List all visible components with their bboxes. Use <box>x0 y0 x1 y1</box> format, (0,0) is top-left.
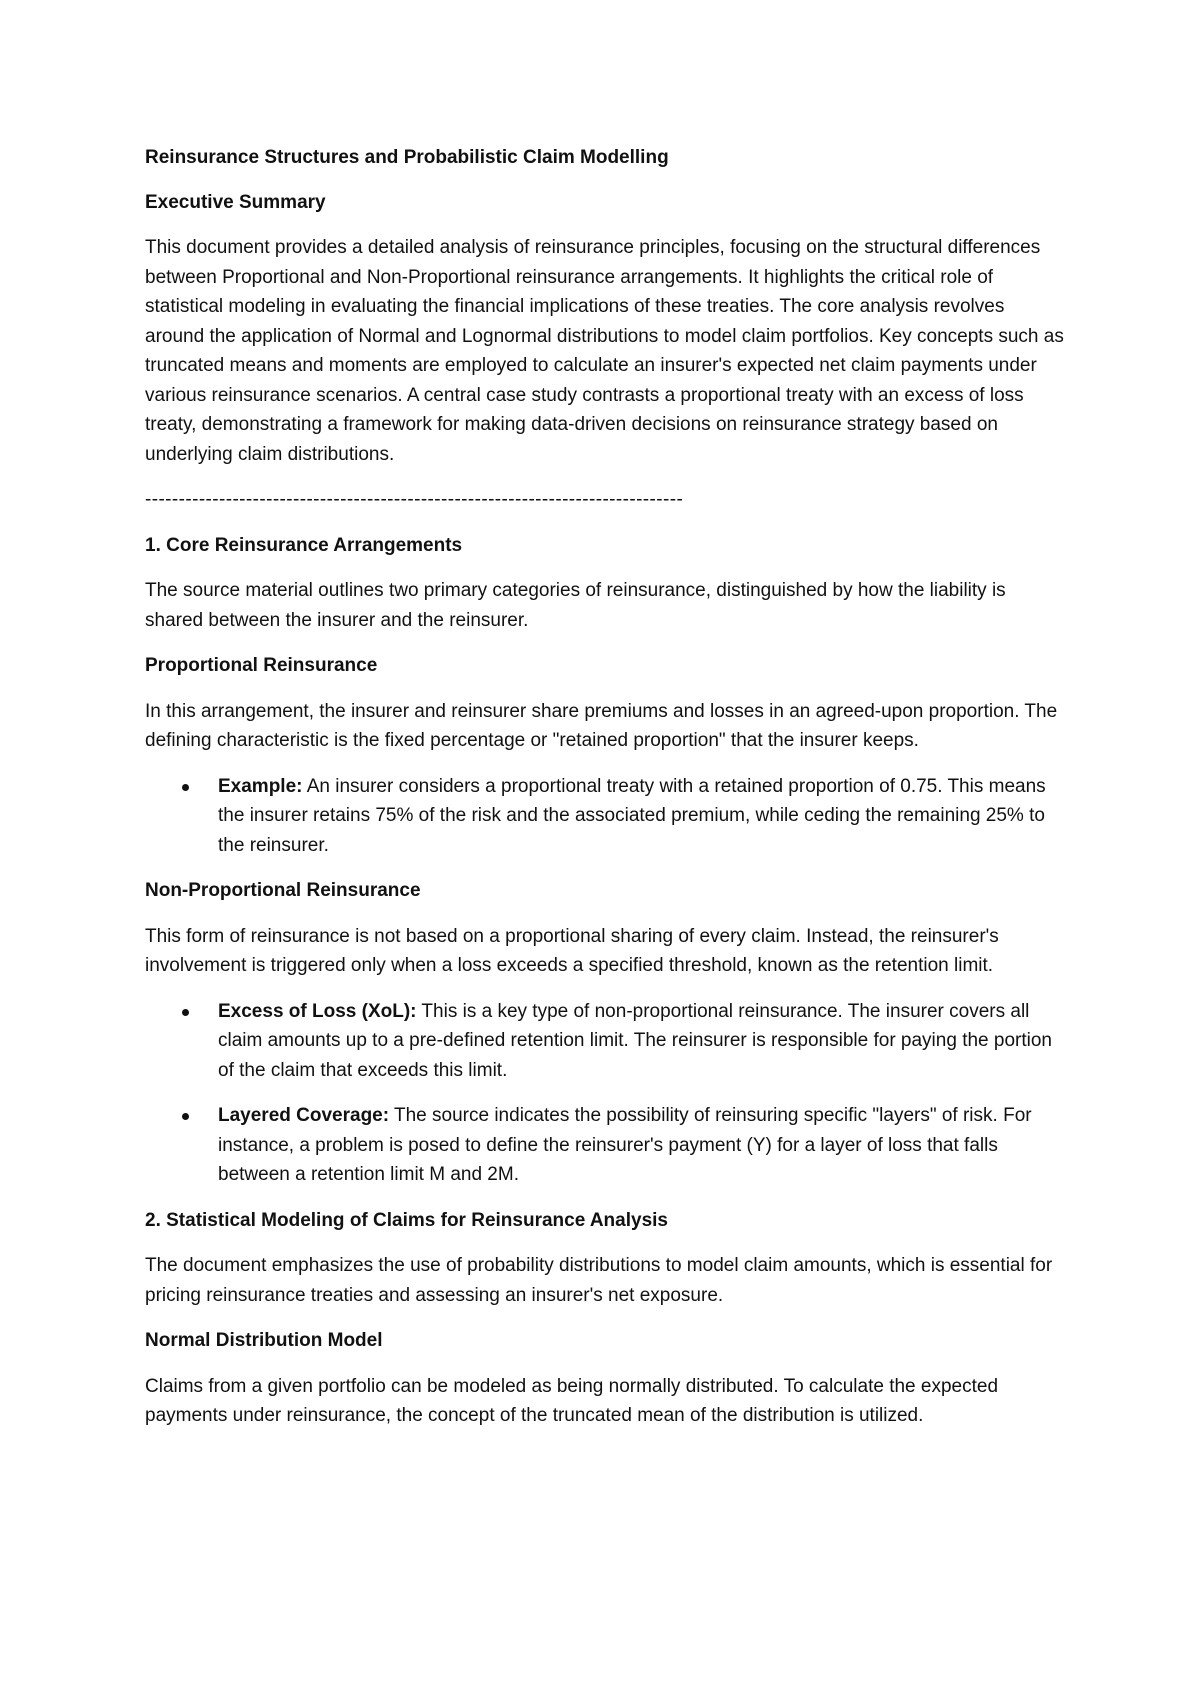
executive-summary-heading: Executive Summary <box>145 191 326 213</box>
section-separator: -------------------------------------------------------------------------------- <box>145 489 684 510</box>
proportional-text: In this arrangement, the insurer and reinsurer share premiums and losses in an agreed-upon proportion. The defining characteristic is the fixed percentage or "retained proportion" that the insurer keeps. <box>145 700 1058 751</box>
section-2-heading: 2. Statistical Modeling of Claims for Reinsurance Analysis <box>145 1209 668 1231</box>
document-body <box>145 143 1065 1447</box>
bullet-term: Excess of Loss (XoL): <box>218 1000 417 1022</box>
bullet-item-excess-of-loss <box>145 997 1065 1086</box>
bullet-point-icon <box>182 784 189 791</box>
normal-distribution-heading: Normal Distribution Model <box>145 1330 383 1351</box>
executive-summary-text: This document provides a detailed analysis of reinsurance principles, focusing on the structural differences between Proportional and Non-Proportional reinsurance arrangements. It highlights the critical role of statistical modeling in evaluating the financial implications of these treaties. The core analysis revolves around the application of Normal and Lognormal distributions to model claim portfolios. Key concepts such as truncated means and moments are employed to calculate an insurer's expected net claim payments under various reinsurance scenarios. A central case study contrasts a proportional treaty with an excess of loss treaty, demonstrating a framework for making data-driven decisions on reinsurance strategy based on underlying claim distributions. <box>145 237 1064 465</box>
section-2-intro: The document emphasizes the use of probability distributions to model claim amounts, which is essential for pricing reinsurance treaties and assessing an insurer's net exposure. <box>145 1255 1053 1306</box>
non-proportional-heading: Non-Proportional Reinsurance <box>145 880 421 901</box>
non-proportional-text: This form of reinsurance is not based on a proportional sharing of every claim. Instead, the reinsurer's involvement is triggered only when a loss exceeds a specified threshold, known as the retention limit. <box>145 925 999 976</box>
proportional-bullet-list <box>145 772 1065 861</box>
section-1-heading: 1. Core Reinsurance Arrangements <box>145 534 463 556</box>
bullet-term: Example: <box>218 775 303 797</box>
bullet-item-layered-coverage <box>145 1101 1065 1190</box>
bullet-point-icon <box>182 1113 189 1120</box>
bullet-text: An insurer considers a proportional treaty with a retained proportion of 0.75. This means the insurer retains 75% of the risk and the associated premium, while ceding the remaining 25% to the reinsurer. <box>218 775 1046 856</box>
proportional-heading: Proportional Reinsurance <box>145 655 378 676</box>
bullet-item-example <box>145 772 1065 861</box>
normal-distribution-text: Claims from a given portfolio can be modeled as being normally distributed. To calculate the expected payments under reinsurance, the concept of the truncated mean of the distribution is utilized. <box>145 1375 999 1426</box>
non-proportional-bullet-list <box>145 997 1065 1190</box>
bullet-text: This is a key type of non-proportional reinsurance. The insurer covers all claim amounts up to a pre-defined retention limit. The reinsurer is responsible for paying the portion of the claim that exceeds this limit. <box>218 1000 1052 1081</box>
bullet-term: Layered Coverage: <box>218 1105 390 1126</box>
bullet-point-icon <box>182 1009 189 1016</box>
bullet-text: The source indicates the possibility of reinsuring specific "layers" of risk. For instance, a problem is posed to define the reinsurer's payment (Y) for a layer of loss that falls between a retention limit M and 2M. <box>218 1105 1032 1185</box>
document-title: Reinsurance Structures and Probabilistic Claim Modelling <box>145 147 669 168</box>
section-1-intro: The source material outlines two primary categories of reinsurance, distinguished by how the liability is shared between the insurer and the reinsurer. <box>145 580 1006 631</box>
